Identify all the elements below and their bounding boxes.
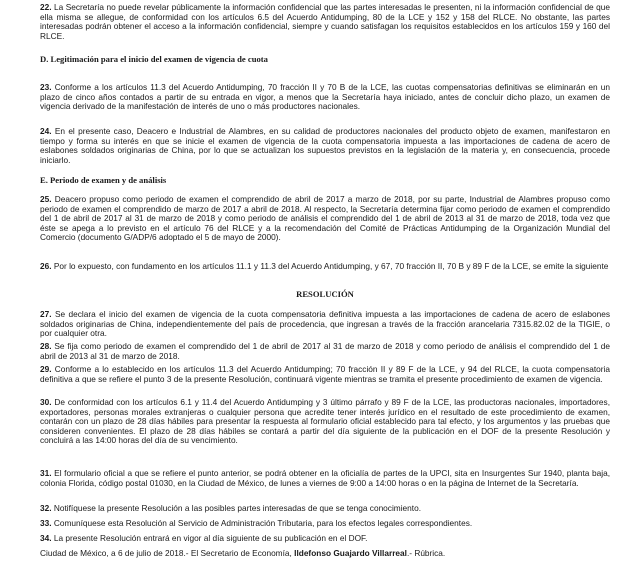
paragraph-33 — [40, 519, 610, 529]
paragraph-text: Por lo expuesto, con fundamento en los artículos 11.1 y 11.3 del Acuerdo Antidumping, y 67, 70 fracción II, 70 B y 89 F de la LCE, se emite la siguiente — [53, 261, 609, 271]
paragraph-text: Se fija como periodo de examen el comprendido del 1 de abril de 2017 al 31 de marzo de 2018 y como periodo de análisis el comprendido del 1 de abril de 2013 al 31 de marzo de 2018. — [40, 341, 610, 361]
signature-prefix: Ciudad de México, a 6 de julio de 2018.- El Secretario de Economía, — [40, 548, 292, 558]
paragraph-text: Se declara el inicio del examen de vigencia de la cuota compensatoria definitiva impuesta a las importaciones de cadena de acero de eslabones soldados originarias de China, independientemente del país de procedencia, que ingresan a través de la fracción arancelaria 7315.82.02 de la TIGIE, o por cualquier otra. — [40, 309, 610, 339]
paragraph-22 — [40, 3, 610, 41]
signature-line — [40, 549, 610, 559]
paragraph-text: El formulario oficial a que se refiere el punto anterior, se podrá obtener en la oficialía de partes de la UPCI, sita en Insurgentes Sur 1940, planta baja, colonia Florida, código postal 01030, en la Ciudad de México, de lunes a viernes de 9:00 a 14:00 horas o en la página de Internet de la Secretaría. — [40, 468, 610, 488]
paragraph-number: 26. — [40, 261, 52, 271]
paragraph-26 — [40, 262, 610, 272]
section-heading-e: E. Periodo de examen y de análisis — [40, 175, 167, 185]
paragraph-23 — [40, 83, 610, 112]
paragraph-number: 30. — [40, 397, 52, 407]
paragraph-number: 22. — [40, 2, 52, 12]
paragraph-text: Deacero propuso como periodo de examen el comprendido de abril de 2017 a marzo de 2018, por su parte, Industrial de Alambres propuso como periodo de examen el comprendido de marzo de 2017 a abril de 2018. Al respecto, la Secretaría determina fijar como periodo de examen el comprendido del 1 de abril de 2017 al 31 de marzo de 2018 y como periodo de análisis el comprendido del 1 de abril de 2013 al 31 de marzo de 2018, toda vez que éste se apega a lo previsto en el artículo 76 del RLCE y a la recomendación del Comité de Prácticas Antidumping de la Organización Mundial del Comercio (documento G/ADP/6 adoptado el 5 de mayo de 2000). — [40, 194, 610, 243]
paragraph-number: 24. — [40, 126, 52, 136]
paragraph-29 — [40, 365, 610, 384]
paragraph-number: 27. — [40, 309, 52, 319]
paragraph-34 — [40, 534, 610, 544]
paragraph-number: 33. — [40, 518, 52, 528]
paragraph-number: 32. — [40, 503, 52, 513]
paragraph-24 — [40, 127, 610, 165]
paragraph-text: Conforme a los artículos 11.3 del Acuerdo Antidumping, 70 fracción II y 70 B de la LCE, las cuotas compensatorias definitivas se eliminarán en un plazo de cinco años contados a partir de su entrada en vigor, a menos que la Secretaría haya iniciado, antes de concluir dicho plazo, un examen de vigencia derivado de la manifestación de interés de uno o más productores nacionales. — [40, 82, 610, 112]
paragraph-number: 31. — [40, 468, 52, 478]
paragraph-text: La Secretaría no puede revelar públicamente la información confidencial que las partes interesadas le presenten, ni la información confidencial de que ella misma se allegue, de conformidad con los artículos 6.5 del Acuerdo Antidumping, 80 de la LCE y 152 y 158 del RLCE. No obstante, las partes interesadas podrán obtener el acceso a la información confidencial, siempre y cuando satisfagan los requisitos establecidos en los artículos 159 y 160 del RLCE. — [40, 2, 610, 41]
paragraph-30 — [40, 398, 610, 446]
signatory-name: Ildefonso Guajardo Villarreal — [294, 548, 407, 558]
paragraph-number: 28. — [40, 341, 52, 351]
paragraph-text: En el presente caso, Deacero e Industrial de Alambres, en su calidad de productores nacionales del producto objeto de examen, manifestaron en tiempo y forma su interés en que se inicie el examen de vigencia de la cuota compensatoria impuesta a las importaciones de cadena de acero de eslabones soldados originarias de China, por lo que se actualizan los supuestos previstos en la legislación de la materia y, en consecuencia, procede iniciarlo. — [40, 126, 610, 165]
paragraph-text: De conformidad con los artículos 6.1 y 11.4 del Acuerdo Antidumping y 3 último párrafo y 89 F de la LCE, las productoras nacionales, importadores, exportadores, personas morales extranjeras o cualquier persona que acredite tener interés jurídico en el resultado de este procedimiento de examen, contarán con un plazo de 28 días hábiles para presentar la respuesta al formulario oficial establecido para tal efecto, y los argumentos y las pruebas que consideren convenientes. El plazo de 28 días hábiles se contará a partir del día siguiente de la publicación en el DOF de la presente Resolución y concluirá a las 14:00 horas del día de su vencimiento. — [40, 397, 611, 446]
paragraph-text: Notifíquese la presente Resolución a las posibles partes interesadas de que se tenga conocimiento. — [53, 503, 421, 513]
paragraph-text: Comuníquese esta Resolución al Servicio de Administración Tributaria, para los efectos legales correspondientes. — [53, 518, 473, 528]
resolution-heading: RESOLUCIÓN — [296, 289, 354, 299]
paragraph-31 — [40, 469, 610, 488]
section-heading-d: D. Legitimación para el inicio del examen de vigencia de cuota — [40, 54, 268, 64]
paragraph-28 — [40, 342, 610, 361]
paragraph-27 — [40, 310, 610, 339]
paragraph-number: 23. — [40, 82, 52, 92]
paragraph-number: 29. — [40, 364, 52, 374]
paragraph-number: 34. — [40, 533, 52, 543]
paragraph-text: La presente Resolución entrará en vigor al día siguiente de su publicación en el DOF. — [53, 533, 368, 543]
paragraph-number: 25. — [40, 194, 52, 204]
paragraph-text: Conforme a lo establecido en los artículos 11.3 del Acuerdo Antidumping; 70 fracción II y 89 F de la LCE, y 94 del RLCE, la cuota compensatoria definitiva a que se refiere el punto 3 de la presente Resolución, continuará vigente mientras se tramita el presente procedimiento de examen de vigencia. — [40, 364, 610, 384]
paragraph-32 — [40, 504, 610, 514]
paragraph-25 — [40, 195, 610, 243]
signature-suffix: .- Rúbrica. — [406, 548, 446, 558]
